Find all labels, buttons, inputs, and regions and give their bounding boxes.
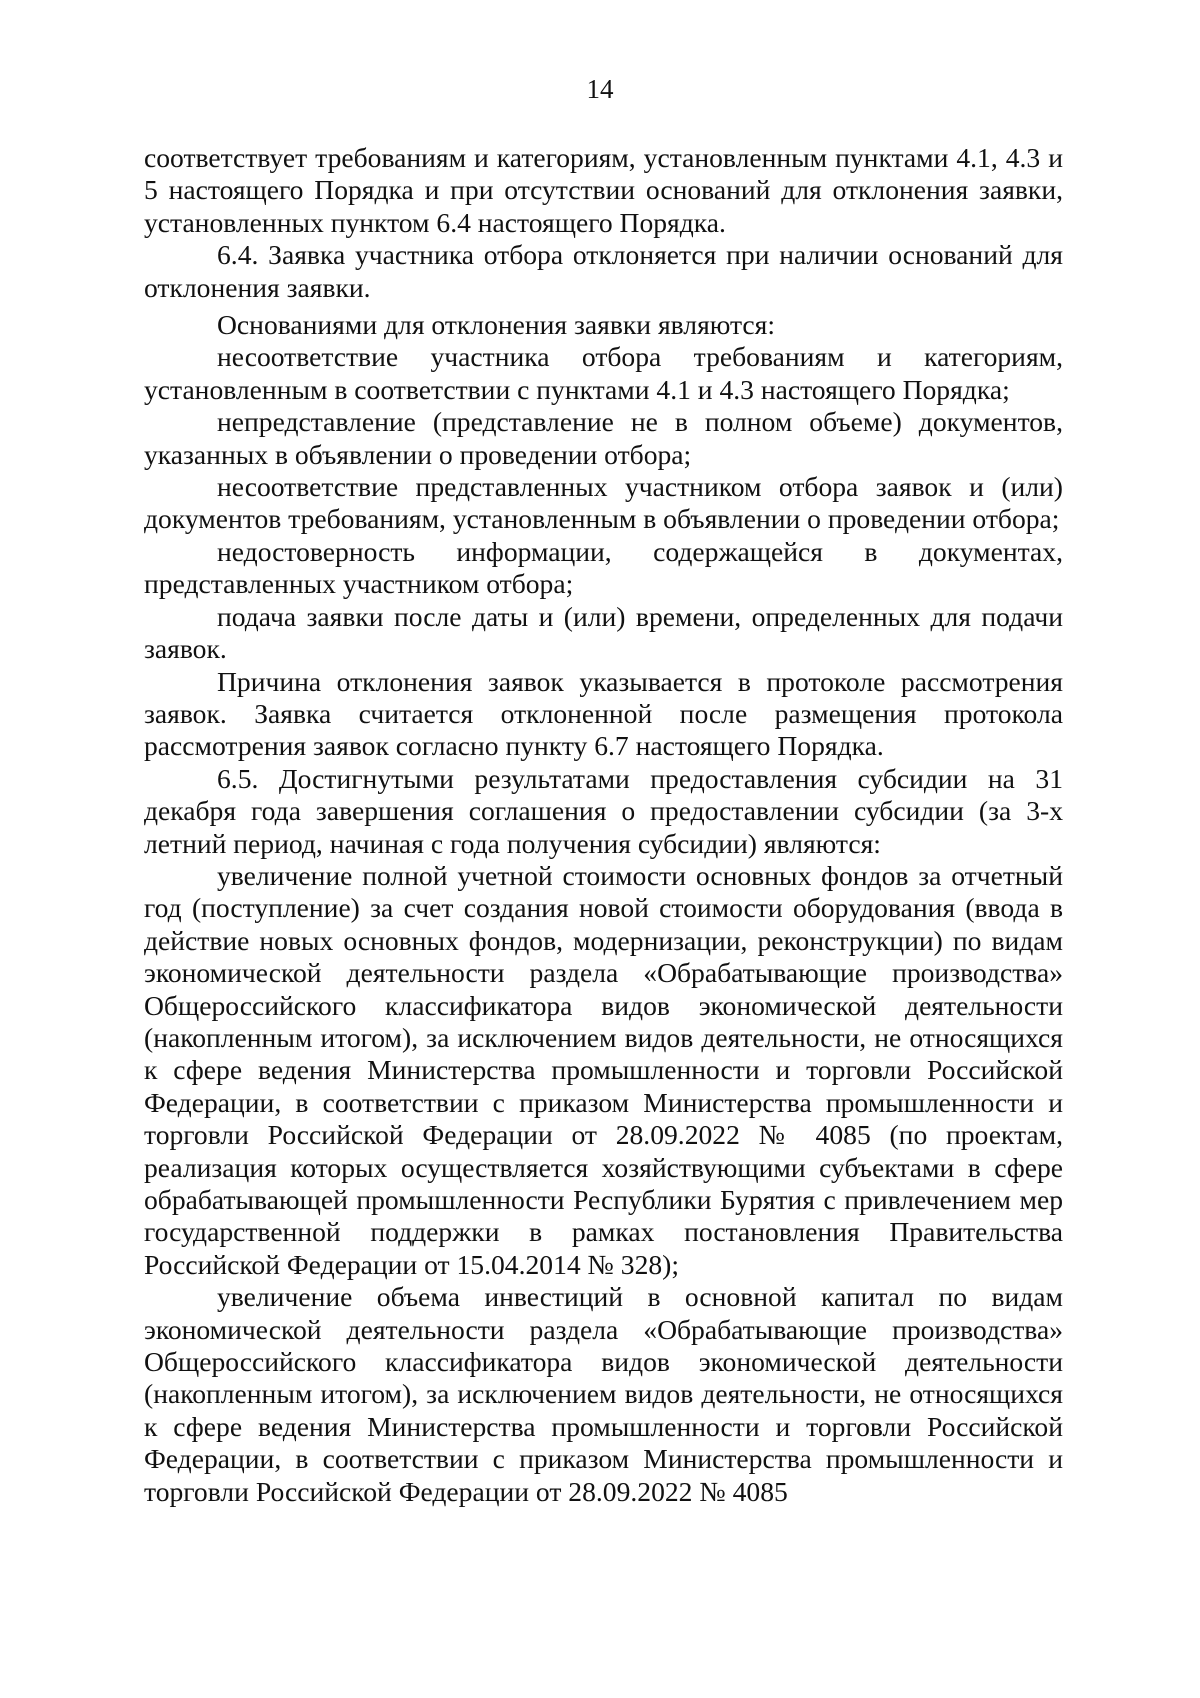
paragraph-continuation: соответствует требованиям и категориям, установленным пунктами 4.1, 4.3 и 5 настоящего Порядка и при отсутствии оснований для отклонения заявки, установленных пунктом 6.4 настоящего Порядка. [144,142,1063,238]
rejection-ground-item: несоответствие участника отбора требованиям и категориям, установленным в соответствии с пунктами 4.1 и 4.3 настоящего Порядка; [144,341,1063,405]
rejection-ground-item: недостоверность информации, содержащейся в документах, представленных участником отбора; [144,535,1063,600]
paragraph-rejection-grounds-intro: Основаниями для отклонения заявки являются: [217,309,776,341]
result-item: увеличение объема инвестиций в основной капитал по видам экономической деятельности раздела «Обрабатывающие производства» Общероссийского классификатора видов экономической деятельности (накопленным итогом), за исключением видов деятельности, не относящихся к сфере ведения Министерства промышленности и торговли Российской Федерации, в соответствии с приказом Министерства промышленности и торговли Российской Федерации от 28.09.2022 № 4085 [144,1281,1063,1507]
paragraph-rejection-reason: Причина отклонения заявок указывается в протоколе рассмотрения заявок. Заявка считается отклоненной после размещения протокола рассмотрения заявок согласно пункту 6.7 настоящего Порядка. [144,665,1063,762]
rejection-ground-item: несоответствие представленных участником отбора заявок и (или) документов требованиям, установленным в объявлении о проведении отбора; [144,471,1063,535]
result-item: увеличение полной учетной стоимости основных фондов за отчетный год (поступление) за счет создания новой стоимости оборудования (ввода в действие новых основных фондов, модернизации, реконструкции) по видам экономической деятельности раздела «Обрабатывающие производства» Общероссийского классификатора видов экономической деятельности (накопленным итогом), за исключением видов деятельности, не относящихся к сфере ведения Министерства промышленности и торговли Российской Федерации, в соответствии с приказом Министерства промышленности и торговли Российской Федерации от 28.09.2022 № 4085 (по проектам, реализация которых осуществляется хозяйствующими субъектами в сфере обрабатывающей промышленности Республики Бурятия с привлечением мер государственной поддержки в рамках постановления Правительства Российской Федерации от 15.04.2014 № 328); [144,859,1063,1280]
page-number: 14 [586,74,614,104]
rejection-ground-item: непредставление (представление не в полном объеме) документов, указанных в объявлении о проведении отбора; [144,406,1063,470]
paragraph-6-4: 6.4. Заявка участника отбора отклоняется при наличии оснований для отклонения заявки. [144,239,1063,303]
paragraph-6-5: 6.5. Достигнутыми результатами предоставления субсидии на 31 декабря года завершения соглашения о предоставлении субсидии (за 3-х летний период, начиная с года получения субсидии) являются: [144,762,1063,859]
rejection-ground-item: подача заявки после даты и (или) времени, определенных для подачи заявок. [144,600,1063,665]
document-body [144,142,1063,1508]
